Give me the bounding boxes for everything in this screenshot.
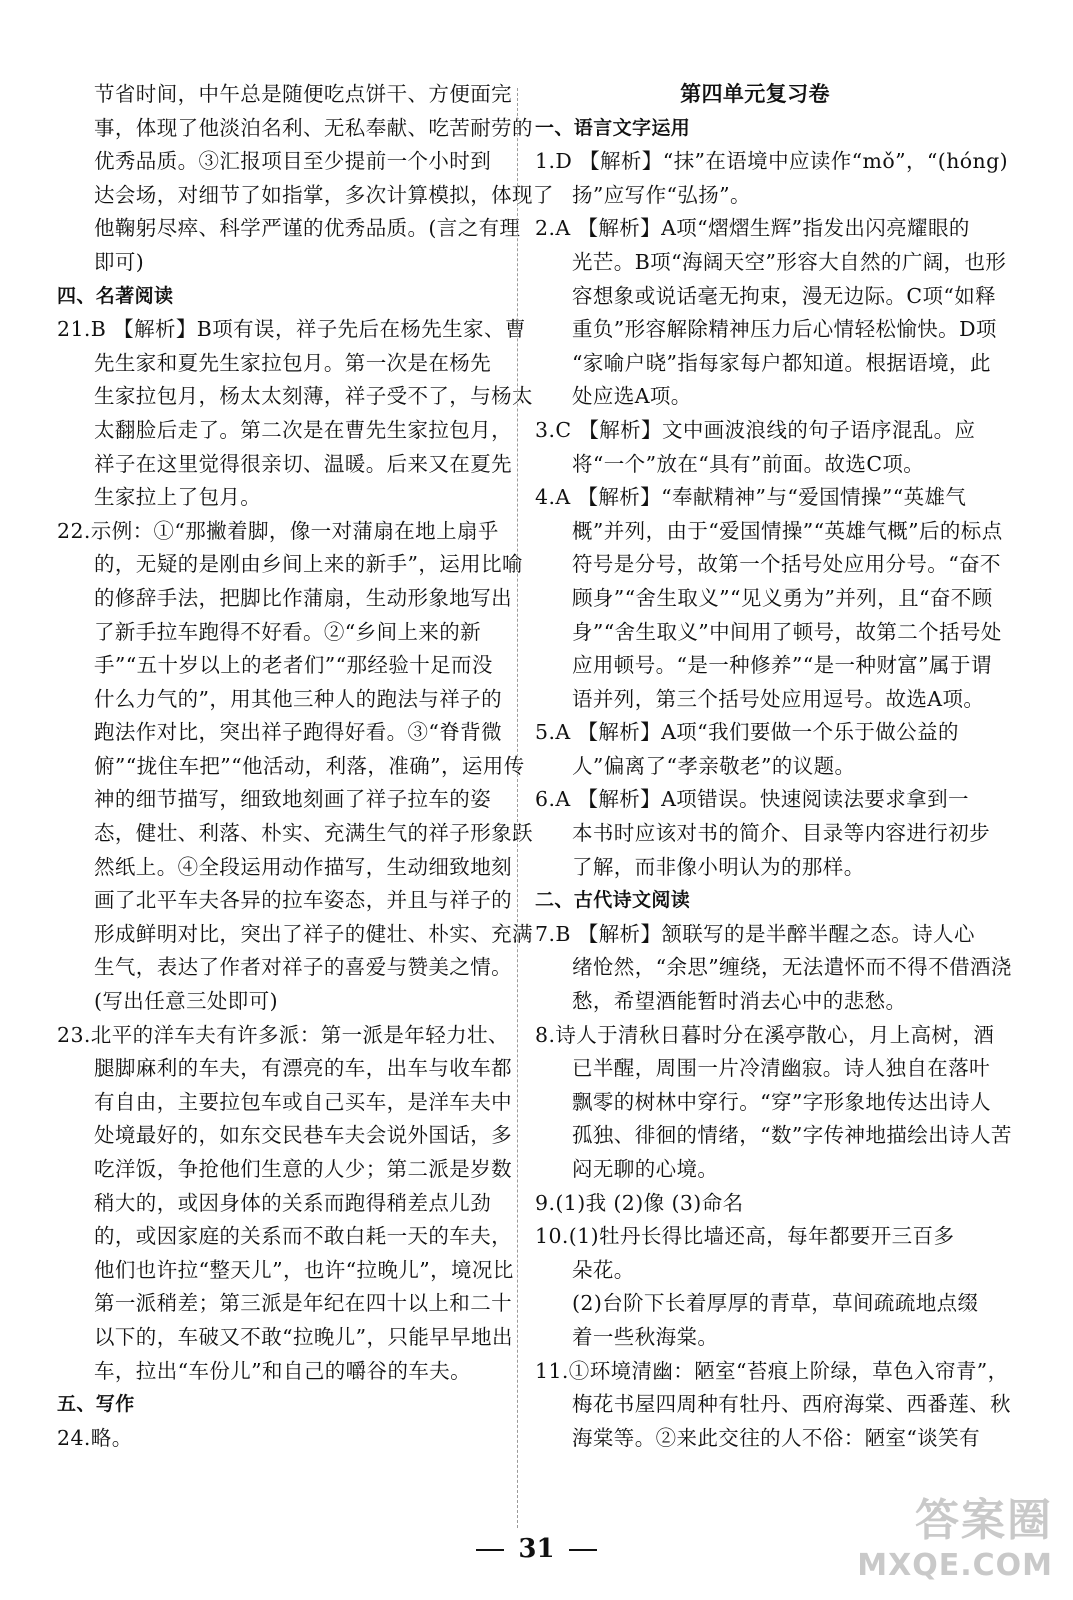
text-line: 孤独、徘徊的情绪，“数”字传神地描绘出诗人苦 [572,1123,1012,1148]
text-line: 3.C 【解析】文中画波浪线的句子语序混乱。应 [535,417,976,442]
text-line: 什么力气的”，用其他三种人的跑法与祥子的 [94,686,502,711]
text-line: 形成鲜明对比，突出了祥子的健壮、朴实、充满 [94,921,533,946]
text-line: 的修辞手法，把脚比作蒲扇，生动形象地写出 [94,585,512,610]
text-line: 达会场，对细节了如指掌，多次计算模拟，体现了 [94,182,554,207]
text-line: 祥子在这里觉得很亲切、温暖。后来又在夏先 [94,451,512,476]
section-title: 第四单元复习卷 [680,82,830,106]
text-line: 即可) [94,249,145,274]
text-line: 本书时应该对书的简介、目录等内容进行初步 [572,821,990,846]
text-line: 了解，而非像小明认为的那样。 [572,854,865,879]
text-line: 重负”形容解除精神压力后心情轻松愉快。D项 [572,317,997,342]
text-line: 绪怆然，“余思”缠绕，无法遣怀而不得不借酒浇 [572,955,1012,980]
text-line: 处应选A项。 [572,384,692,409]
text-line: 23.北平的洋车夫有许多派：第一派是年轻力壮、 [57,1022,509,1047]
text-line: 人”偏离了“孝亲敬老”的议题。 [572,753,856,778]
text-line: 22.示例：①“那撇着脚，像一对蒲扇在地上扇乎 [57,518,499,543]
text-line: 跑法作对比，突出祥子跑得好看。③“脊背微 [94,720,502,745]
text-line: 第一派稍差；第三派是年纪在四十以上和二十 [94,1291,512,1316]
text-line: 手”“五十岁以上的老者们”“那经验十足而没 [94,653,493,678]
text-line: 生家拉上了包月。 [94,485,262,510]
text-line: 节省时间，中午总是随便吃点饼干、方便面完 [94,82,512,106]
text-line: 先生家和夏先生家拉包月。第一次是在杨先 [94,350,492,375]
text-line: 扬”应写作“弘扬”。 [572,182,751,207]
text-line: 稍大的，或因身体的关系而跑得稍差点儿劲 [94,1190,492,1215]
text-line: 顾身”“舍生取义”“见义勇为”并列，且“奋不顾 [572,585,993,610]
text-line: 概”并列，由于“爱国情操”“英雄气概”后的标点 [572,518,1003,543]
text-line: 语并列，第三个括号处应用逗号。故选A项。 [572,686,985,711]
text-line: 容想象或说话毫无拘束，漫无边际。C项“如释 [572,283,997,308]
text-line: “家喻户晓”指每家每户都知道。根据语境，此 [572,350,991,375]
text-line: 24.略。 [57,1425,133,1450]
text-line: 将“一个”放在“具有”前面。故选C项。 [572,451,925,476]
watermark-text-top: 答案圈 [915,1495,1053,1546]
text-line: 闷无聊的心境。 [572,1157,719,1181]
text-line: 符号是分号，故第一个括号处应用分号。“奋不 [572,552,1001,577]
text-line: 2.A 【解析】A项“熠熠生辉”指发出闪亮耀眼的 [535,216,970,241]
text-line: 事，体现了他淡泊名利、无私奉献、吃苦耐劳的 [94,115,533,140]
text-line: 有自由，主要拉包车或自己买车，是洋车夫中 [94,1089,512,1114]
section-heading: 一、语言文字运用 [535,116,691,139]
text-line: 身”“舍生取义”中间用了顿号，故第二个括号处 [572,619,1002,644]
text-line: 8.诗人于清秋日暮时分在溪亭散心，月上高树，酒 [535,1022,995,1047]
text-line: 了新手拉车跑得不好看。②“乡间上来的新 [94,619,482,644]
page-number: 31 [518,1534,555,1564]
right-column [535,78,1012,1455]
text-line: 应用顿号。“是一种修养”“是一种财富”属于谓 [572,653,992,678]
text-line: 生气，表达了作者对祥子的喜爱与赞美之情。 [94,955,512,980]
text-line: 的，无疑的是刚由乡间上来的新手”，运用比喻 [94,552,523,577]
text-line: 的，或因家庭的关系而不敢白耗一天的车夫， [94,1224,512,1249]
text-line: 态，健壮、利落、朴实、充满生气的祥子形象跃 [94,821,533,846]
watermark-text-bottom: MXQE.COM [857,1548,1053,1583]
text-line: 以下的，车破又不敢“拉晚儿”，只能早早地出 [94,1324,513,1349]
section-heading: 五、写作 [57,1393,135,1416]
text-line: 处境最好的，如东交民巷车夫会说外国话，多 [94,1123,512,1148]
text-line: 海棠等。②来此交往的人不俗：陋室“谈笑有 [572,1425,980,1450]
text-line: 朵花。 [572,1257,635,1282]
text-line: 7.B 【解析】颔联写的是半醉半醒之态。诗人心 [535,921,975,946]
text-line: 已半醒，周围一片冷清幽寂。诗人独自在落叶 [572,1056,990,1081]
left-column [57,78,554,1455]
text-line: 他们也许拉“整天儿”，也许“拉晚儿”，境况比 [94,1257,514,1282]
text-line: 5.A 【解析】A项“我们要做一个乐于做公益的 [535,720,959,745]
text-line: (写出任意三处即可) [94,989,278,1014]
text-line: 9.(1)我 (2)像 (3)命名 [535,1190,744,1215]
text-line: 太翻脸后走了。第二次是在曹先生家拉包月， [94,417,512,442]
text-line: 光芒。B项“海阔天空”形容大自然的广阔，也形 [572,249,1007,274]
section-heading: 二、古代诗文阅读 [535,889,691,912]
text-line: 梅花书屋四周种有牡丹、西府海棠、西番莲、秋 [572,1392,1011,1417]
text-line: 4.A 【解析】“奉献精神”与“爱国情操”“英雄气 [535,485,967,510]
text-line: 他鞠躬尽瘁、科学严谨的优秀品质。(言之有理 [94,216,521,241]
text-line: 神的细节描写，细致地刻画了祥子拉车的姿 [94,787,492,812]
text-line: 优秀品质。③汇报项目至少提前一个小时到 [94,149,492,174]
text-line: 6.A 【解析】A项错误。快速阅读法要求拿到一 [535,787,969,812]
text-line: 21.B 【解析】B项有误，祥子先后在杨先生家、曹 [57,317,526,342]
text-line: 10.(1)牡丹长得比墙还高，每年都要开三百多 [535,1224,955,1249]
text-line: 俯”“拢住车把”“他活动，利落，准确”，运用传 [94,753,525,778]
text-line: 飘零的树林中穿行。“穿”字形象地传达出诗人 [572,1089,991,1114]
section-heading: 四、名著阅读 [57,284,174,307]
watermark-logo [813,1494,1053,1594]
text-line: 生家拉包月，杨太太刻薄，祥子受不了，与杨太 [94,384,533,409]
text-line: 1.D 【解析】“抹”在语境中应读作“mǒ”，“(hóng) [535,149,1009,174]
text-line: 车，拉出“车份儿”和自己的嚼谷的车夫。 [94,1358,472,1383]
text-line: 11.①环境清幽：陋室“苔痕上阶绿，草色入帘青”， [535,1358,1009,1383]
text-line: 然纸上。④全段运用动作描写，生动细致地刻 [94,854,512,879]
text-line: 画了北平车夫各异的拉车姿态，并且与祥子的 [94,888,512,913]
text-line: 愁，希望酒能暂时消去心中的悲愁。 [572,989,907,1014]
text-line: 吃洋饭，争抢他们生意的人少；第二派是岁数 [94,1157,512,1181]
column-divider [517,88,518,1528]
text-line: 着一些秋海棠。 [572,1324,719,1349]
footer-dash-left [476,1549,504,1551]
footer-dash-right [569,1549,597,1551]
text-line: (2)台阶下长着厚厚的青草，草间疏疏地点缀 [572,1291,979,1316]
text-line: 腿脚麻利的车夫，有漂亮的车，出车与收车都 [94,1056,512,1081]
